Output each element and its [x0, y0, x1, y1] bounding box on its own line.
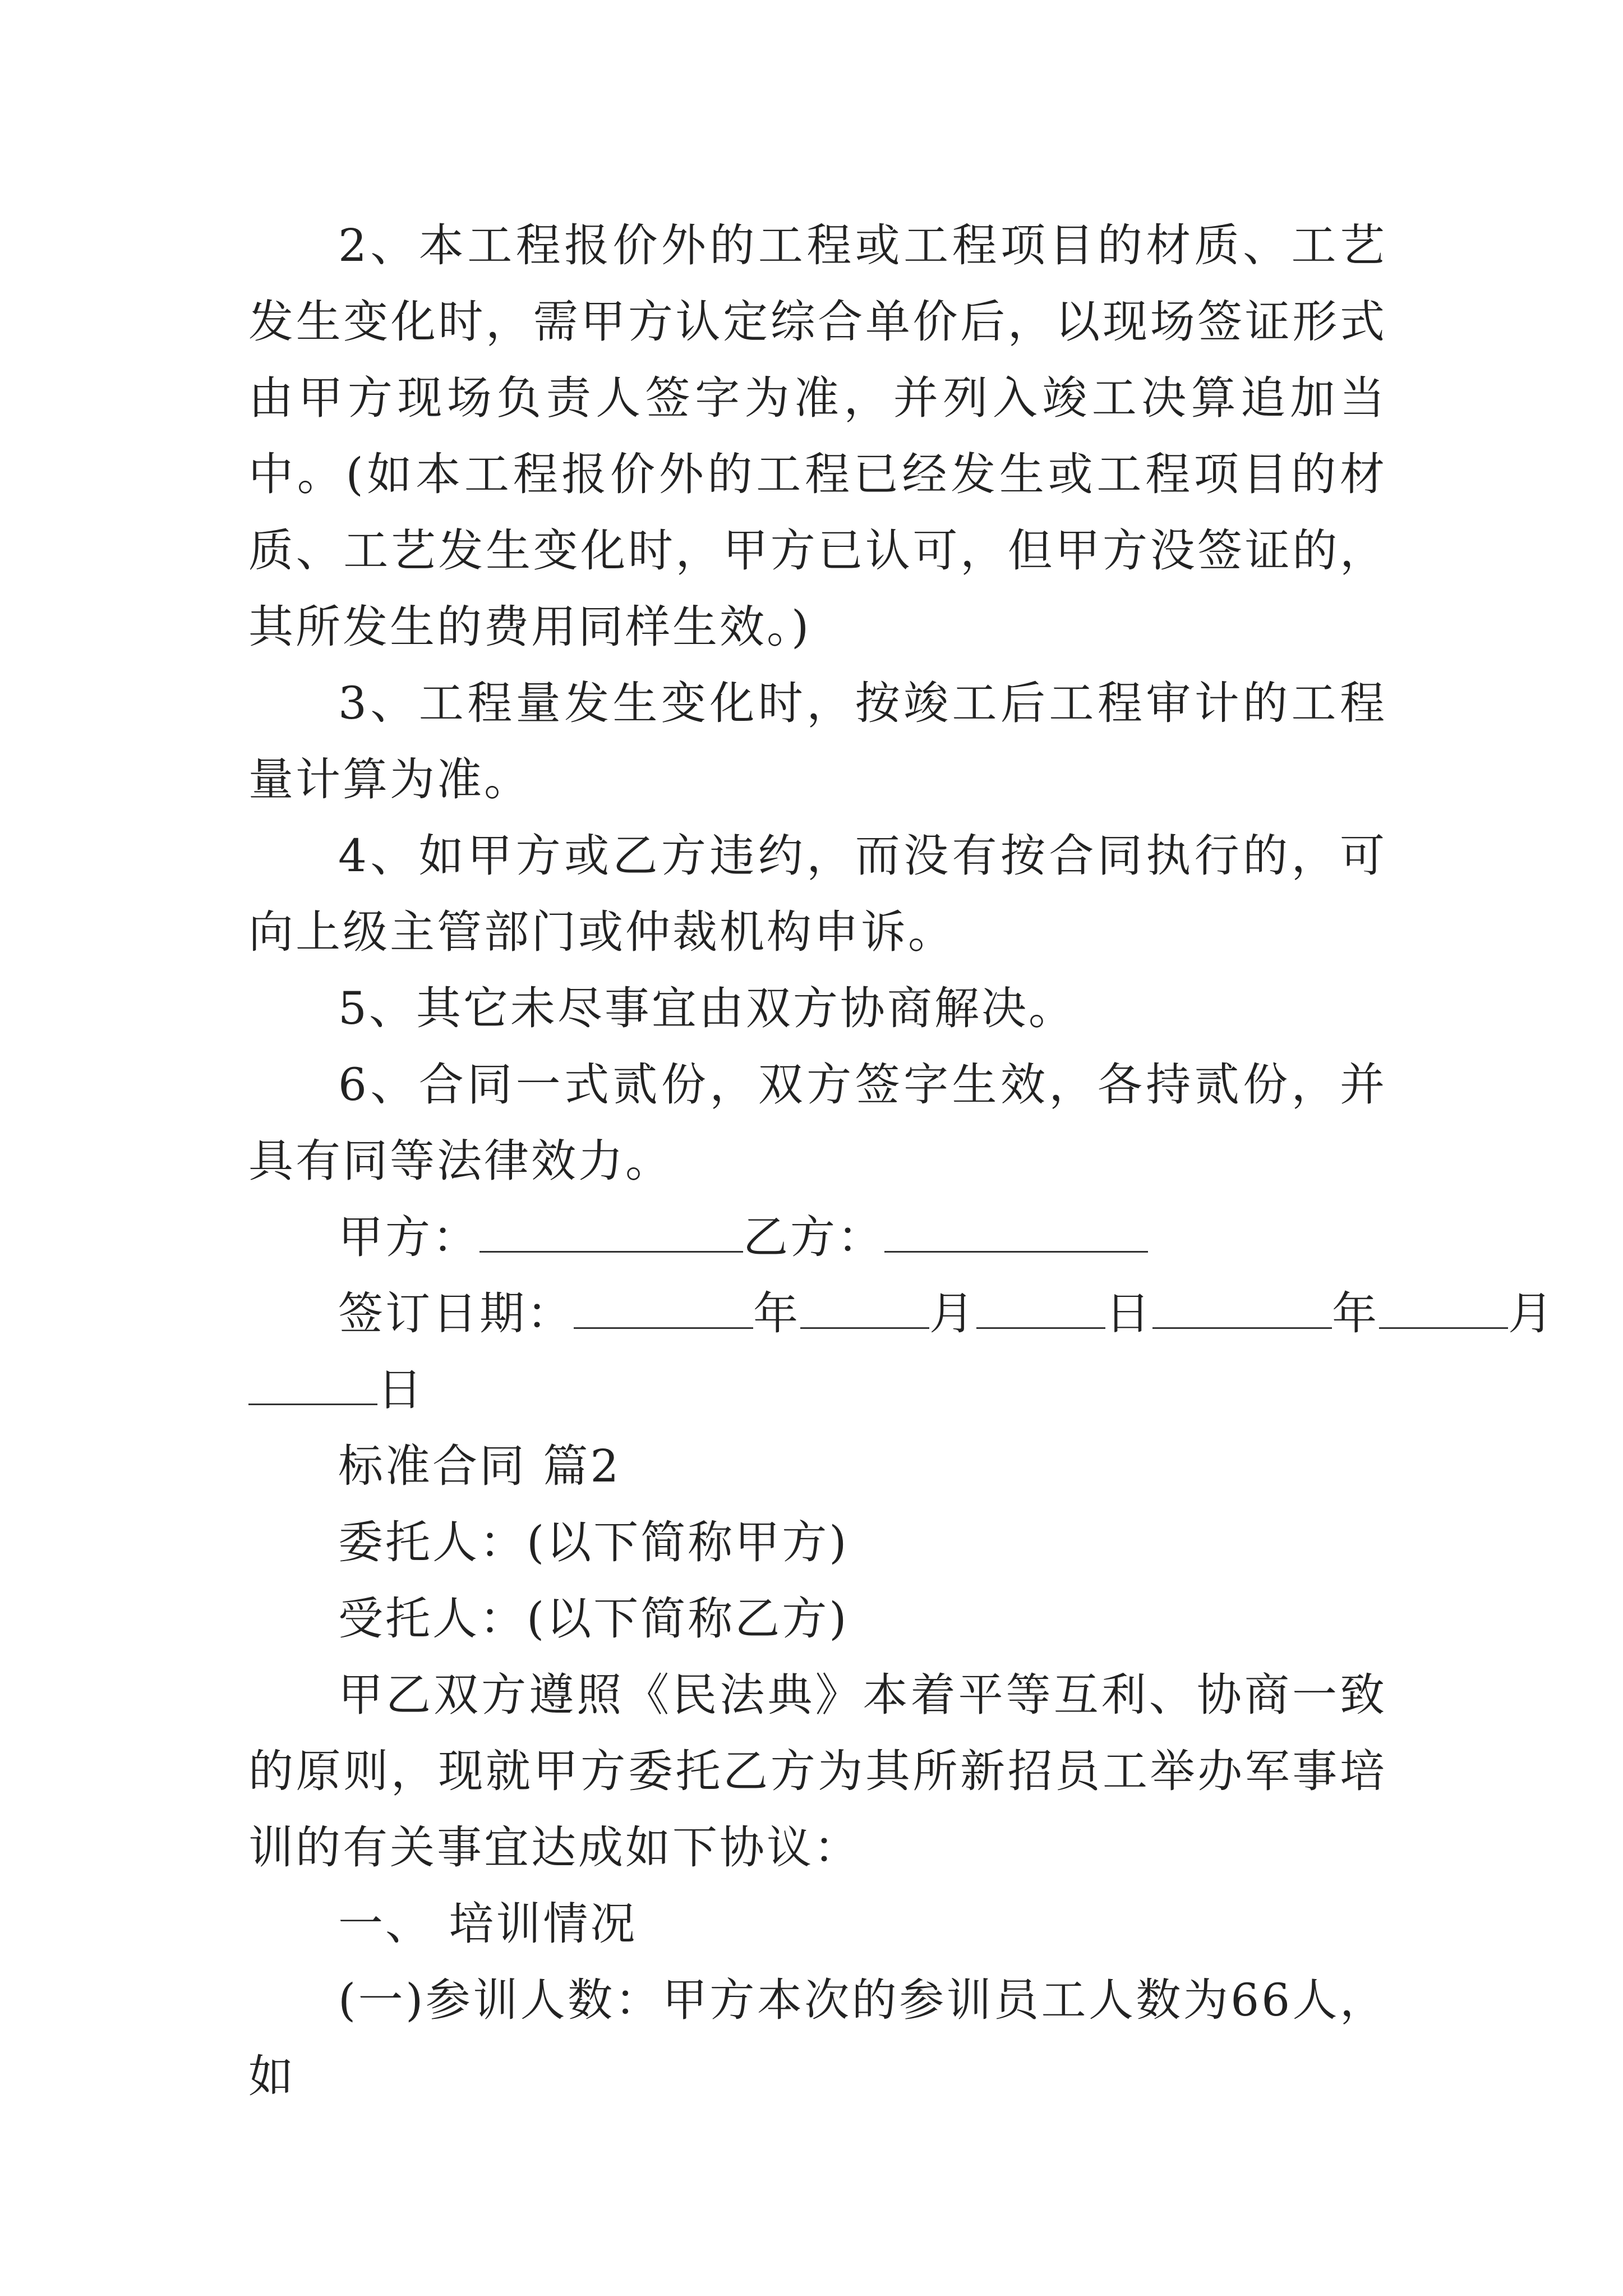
date-label: 签订日期： [338, 1287, 574, 1340]
section-title: 标准合同 篇2 [338, 1440, 621, 1492]
year-label-2: 年 [1332, 1287, 1379, 1340]
month-label-1: 月 [929, 1287, 976, 1340]
trainee-count-item: (一)参训人数：甲方本次的参训员工人数为66人，如 [248, 1974, 1387, 2102]
month-label-2: 月 [1508, 1287, 1555, 1340]
trustee-line: 受托人：(以下简称乙方) [338, 1593, 849, 1645]
client-line: 委托人：(以下简称甲方) [338, 1516, 849, 1568]
day-label-2: 日 [377, 1364, 425, 1416]
party-b-blank [884, 1212, 1148, 1253]
party-b-label: 乙方： [743, 1211, 884, 1263]
month-blank-1 [800, 1288, 929, 1329]
day-blank-2 [248, 1364, 377, 1405]
day-label-1: 日 [1105, 1287, 1152, 1340]
date-line [248, 1276, 1555, 1352]
training-heading: 一、 培训情况 [338, 1898, 638, 1950]
clause-5: 5、其它未尽事宜由双方协商解决。 [338, 982, 1076, 1034]
party-signature-line [248, 1199, 1387, 1276]
clause-2: 2、本工程报价外的工程或工程项目的材质、工艺发生变化时，需甲方认定综合单价后，以现场签证形式由甲方现场负责人签字为准，并列入竣工决算追加当中。(如本工程报价外的工程已经发生或工程项目的材质、工艺发生变化时，甲方已认可，但甲方没签证的，其所发生的费用同样生效。) [248, 219, 1387, 653]
year-blank-2 [1152, 1288, 1332, 1329]
clause-3: 3、工程量发生变化时，按竣工后工程审计的工程量计算为准。 [248, 677, 1387, 806]
month-blank-2 [1379, 1288, 1508, 1329]
year-blank-1 [574, 1288, 753, 1329]
year-label-1: 年 [753, 1287, 800, 1340]
agreement-intro: 甲乙双方遵照《民法典》本着平等互利、协商一致的原则，现就甲方委托乙方为其所新招员工举办军事培训的有关事宜达成如下协议： [248, 1669, 1387, 1874]
document-body [248, 208, 1555, 2115]
date-line-continued [248, 1352, 1387, 1428]
clause-4: 4、如甲方或乙方违约，而没有按合同执行的，可向上级主管部门或仲裁机构申诉。 [248, 830, 1387, 958]
clause-6: 6、合同一式贰份，双方签字生效，各持贰份，并具有同等法律效力。 [248, 1059, 1387, 1187]
day-blank-1 [976, 1288, 1105, 1329]
party-a-blank [479, 1212, 743, 1253]
party-a-label: 甲方： [338, 1211, 479, 1263]
